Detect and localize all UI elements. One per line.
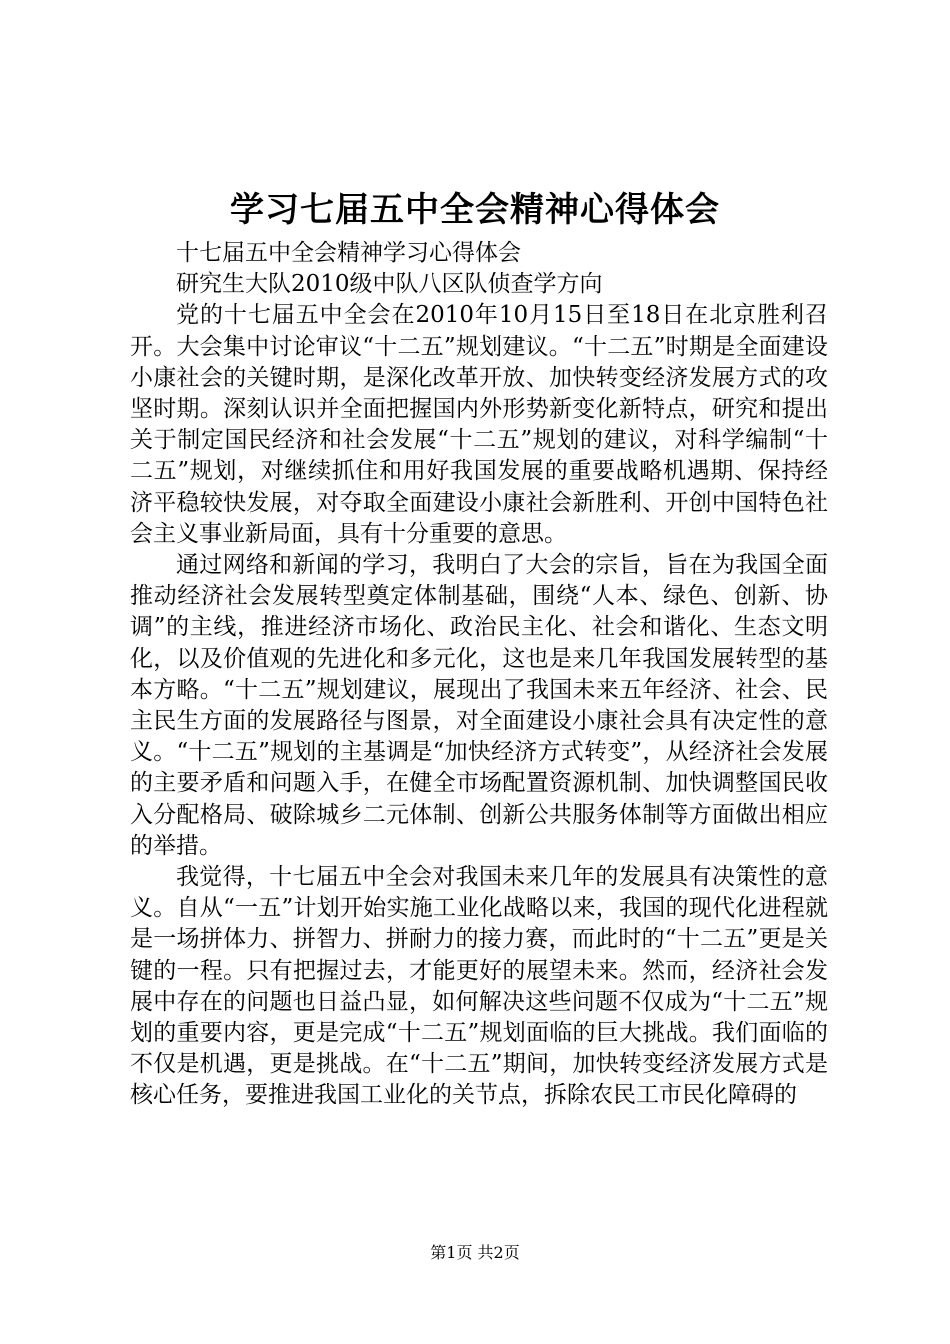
document-title: 学习七届五中全会精神心得体会 [230,190,720,230]
body-paragraph: 党的十七届五中全会在2010年10月15日至18日在北京胜利召开。大会集中讨论审议“十二五”规划建议。“十二五”时期是全面建设小康社会的关键时期，是深化改革开放、加快转变经济发展方式的攻坚时期。深刻认识并全面把握国内外形势新变化新特点，研究和提出关于制定国民经济和社会发展“十二五”规划的建议，对科学编制“十二五”规划，对继续抓住和用好我国发展的重要战略机遇期、保持经济平稳较快发展，对夺取全面建设小康社会新胜利、开创中国特色社会主义事业新局面，具有十分重要的意思。 [130,302,828,547]
body-paragraph: 通过网络和新闻的学习，我明白了大会的宗旨，旨在为我国全面推动经济社会发展转型奠定体制基础，围绕“人本、绿色、创新、协调”的主线，推进经济市场化、政治民主化、社会和谐化、生态文明化，以及价值观的先进化和多元化，这也是来几年我国发展转型的基本方略。“十二五”规划建议，展现出了我国未来五年经济、社会、民主民生方面的发展路径与图景，对全面建设小康社会具有决定性的意义。“十二五”规划的主基调是“加快经济方式转变”，从经济社会发展的主要矛盾和问题入手，在健全市场配置资源机制、加快调整国民收入分配格局、破除城乡二元体制、创新公共服务体制等方面做出相应的举措。 [130,552,828,859]
page-number-footer: 第1页 共2页 [430,1243,520,1262]
document-body [130,238,828,1112]
body-paragraph: 我觉得，十七届五中全会对我国未来几年的发展具有决策性的意义。自从“一五”计划开始实施工业化战略以来，我国的现代化进程就是一场拼体力、拼智力、拼耐力的接力赛，而此时的“十二五”更是关键的一程。只有把握过去，才能更好的展望未来。然而，经济社会发展中存在的问题也日益凸显，如何解决这些问题不仅成为“十二五”规划的重要内容，更是完成“十二五”规划面临的巨大挑战。我们面临的不仅是机遇，更是挑战。在“十二五”期间，加快转变经济发展方式是核心任务，要推进我国工业化的关节点，拆除农民工市民化障碍的 [130,864,828,1109]
author-line: 研究生大队2010级中队八区队侦查学方向 [176,271,603,298]
subtitle-line: 十七届五中全会精神学习心得体会 [176,240,521,266]
